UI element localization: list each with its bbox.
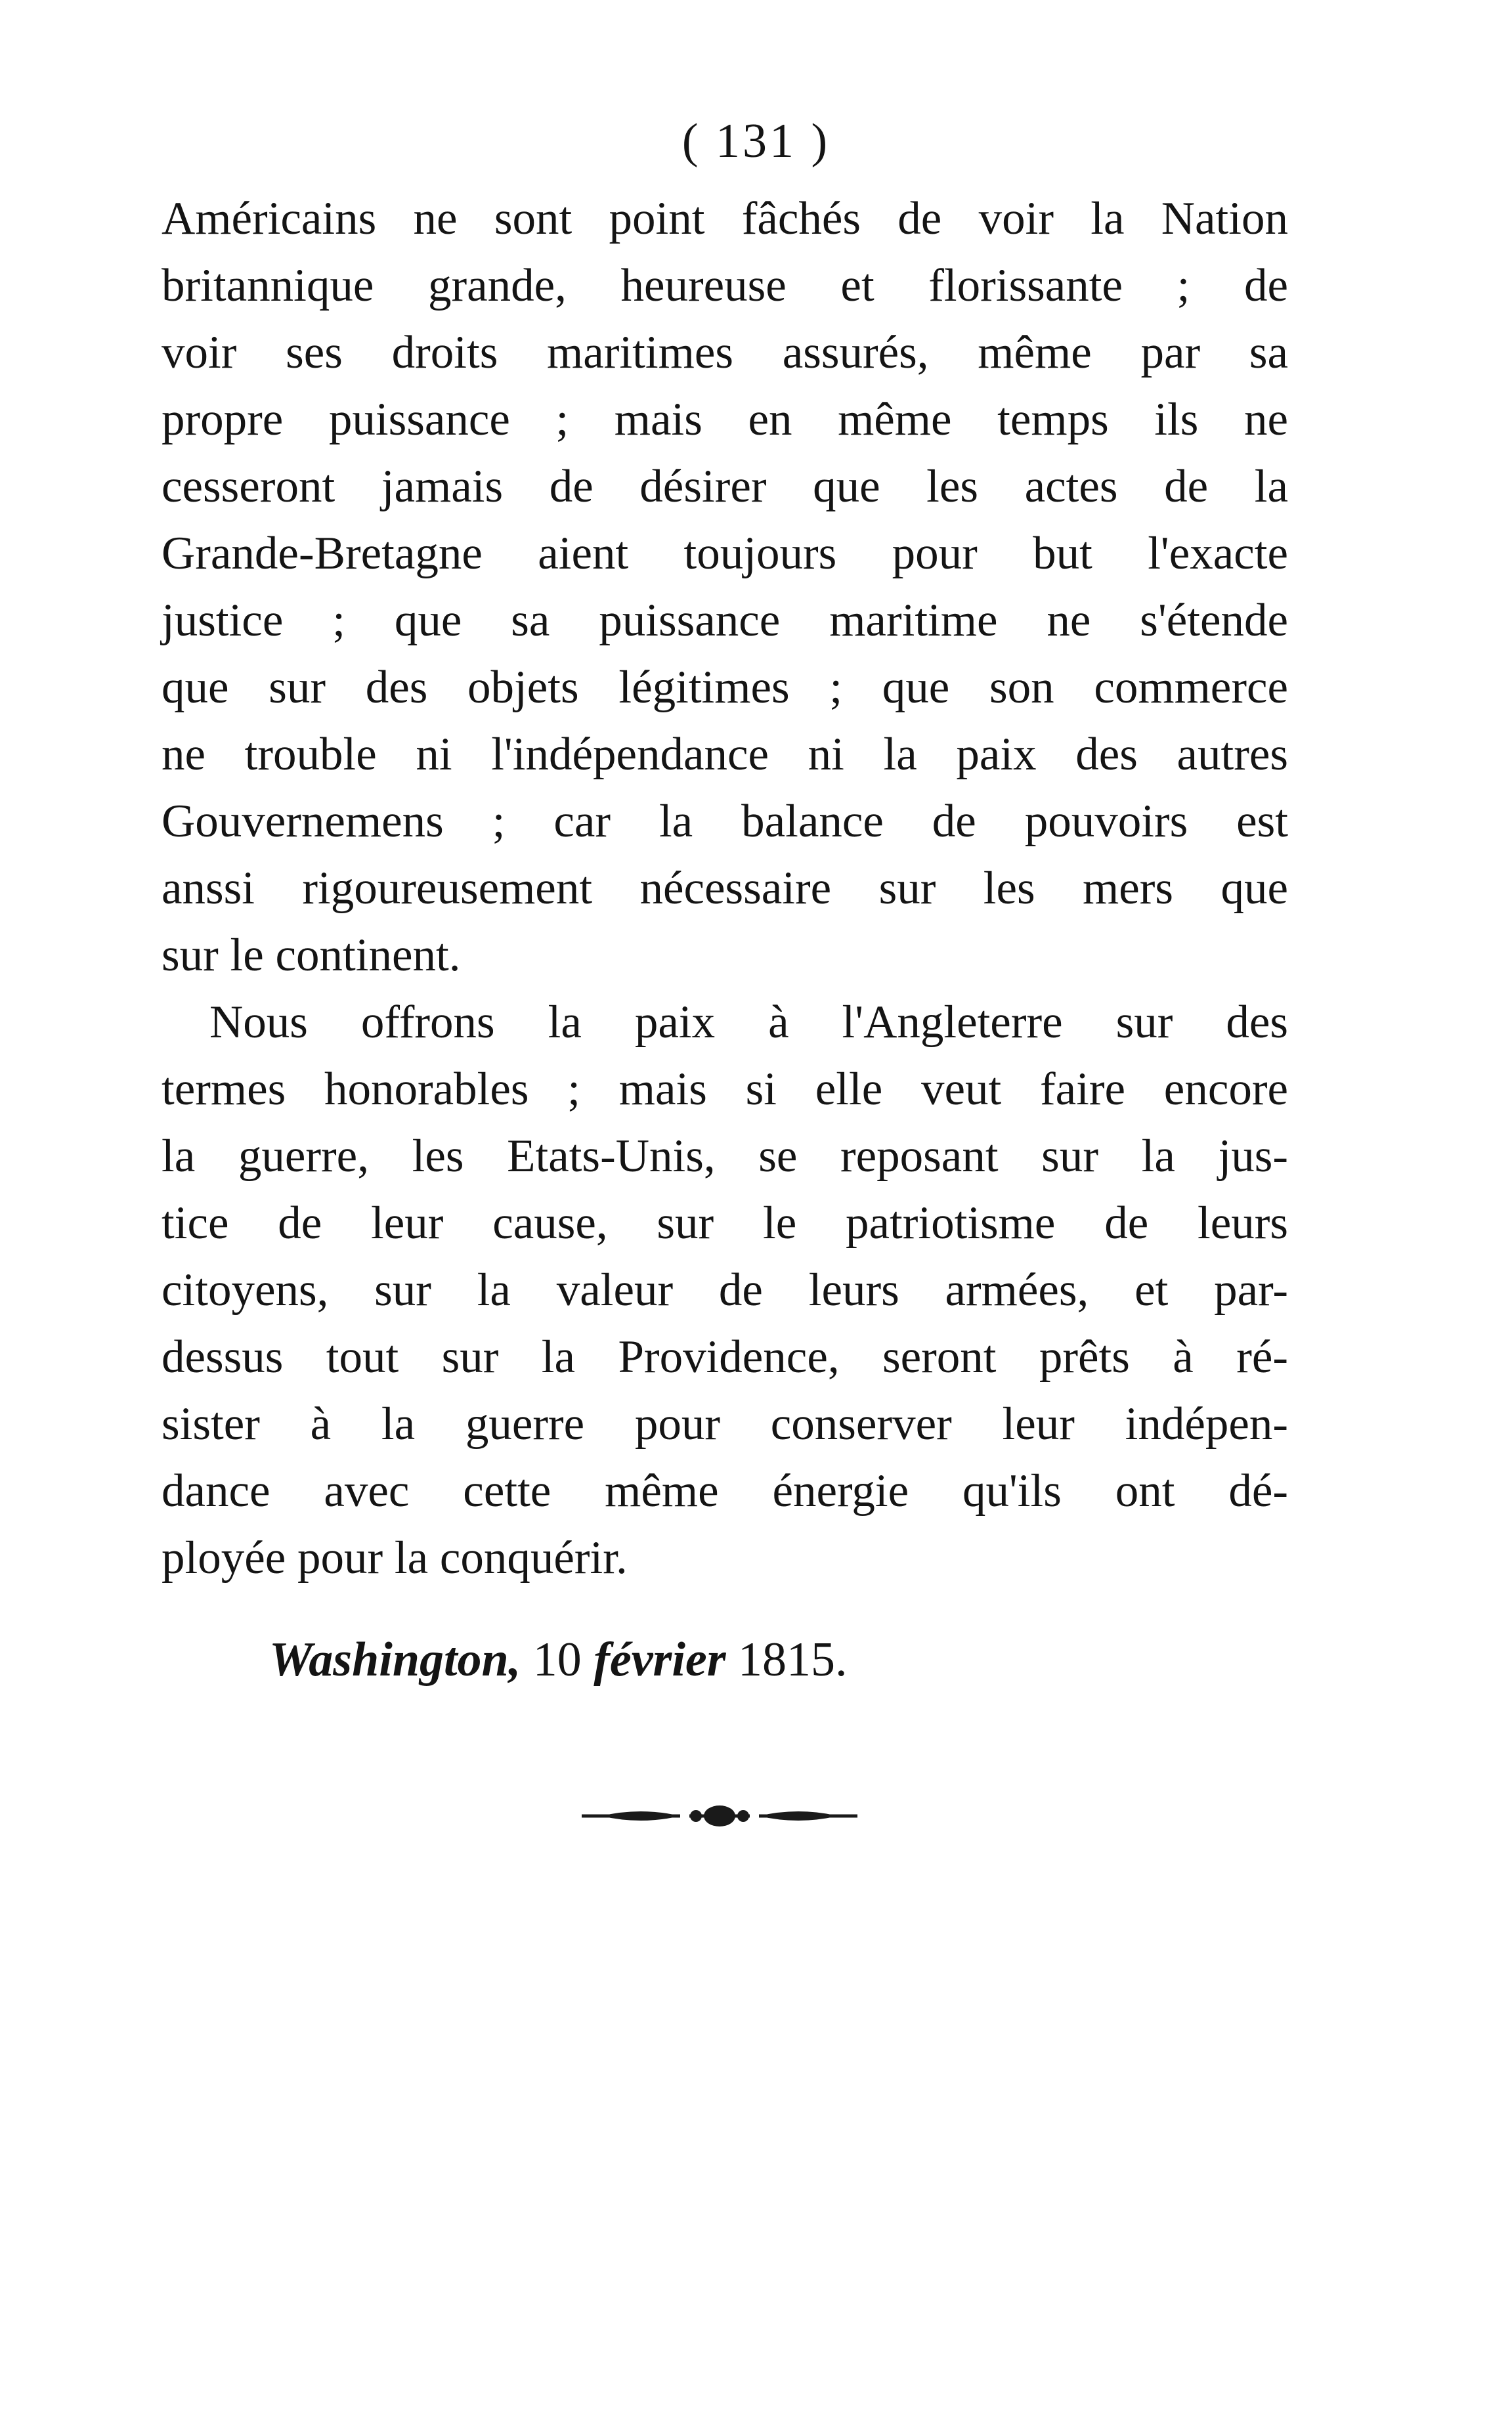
text-line: tice de leur cause, sur le patriotisme de leurs	[162, 1198, 1288, 1249]
dateline-year: 1815.	[725, 1633, 848, 1687]
text-line: justice ; que sa puissance maritime ne s'étende	[162, 595, 1288, 646]
text-line: Américains ne sont point fâchés de voir la Nation	[162, 193, 1288, 244]
dateline-place: Washington,	[269, 1633, 521, 1687]
text-line: Nous offrons la paix à l'Angleterre sur des	[209, 997, 1288, 1048]
dateline	[269, 1627, 848, 1693]
text-line: britannique grande, heureuse et florissante ; de	[162, 260, 1288, 311]
text-line: sister à la guerre pour conserver leur indépen-	[162, 1398, 1288, 1450]
text-line: que sur des objets légitimes ; que son commerce	[162, 662, 1288, 713]
text-line: termes honorables ; mais si elle veut faire encore	[162, 1064, 1288, 1115]
text-line: anssi rigoureusement nécessaire sur les mers que	[162, 863, 1288, 914]
paragraph-1	[162, 185, 1288, 989]
text-line: dessus tout sur la Providence, seront prêts à ré-	[162, 1331, 1288, 1383]
text-line: voir ses droits maritimes assurés, même par sa	[162, 327, 1288, 378]
text-line: citoyens, sur la valeur de leurs armées, et par-	[162, 1264, 1288, 1316]
dateline-month: février	[594, 1633, 726, 1687]
text-line: ne trouble ni l'indépendance ni la paix des autres	[162, 729, 1288, 780]
paragraph-2	[162, 989, 1288, 1591]
text-line: la guerre, les Etats-Unis, se reposant sur la jus-	[162, 1131, 1288, 1182]
body-text	[162, 185, 1288, 1591]
text-line: propre puissance ; mais en même temps ils ne	[162, 394, 1288, 445]
text-line: ployée pour la conquérir.	[162, 1532, 628, 1584]
text-line: Grande-Bretagne aient toujours pour but l'exacte	[162, 528, 1288, 579]
text-line: Gouvernemens ; car la balance de pouvoirs est	[162, 796, 1288, 847]
text-line: sur le continent.	[162, 930, 461, 981]
text-line: cesseront jamais de désirer que les actes de la	[162, 461, 1288, 512]
page-number: ( 131 )	[681, 114, 831, 168]
text-line: dance avec cette même énergie qu'ils ont dé-	[162, 1465, 1288, 1517]
end-ornament-icon	[582, 1803, 857, 1829]
dateline-day: 10	[521, 1633, 594, 1687]
